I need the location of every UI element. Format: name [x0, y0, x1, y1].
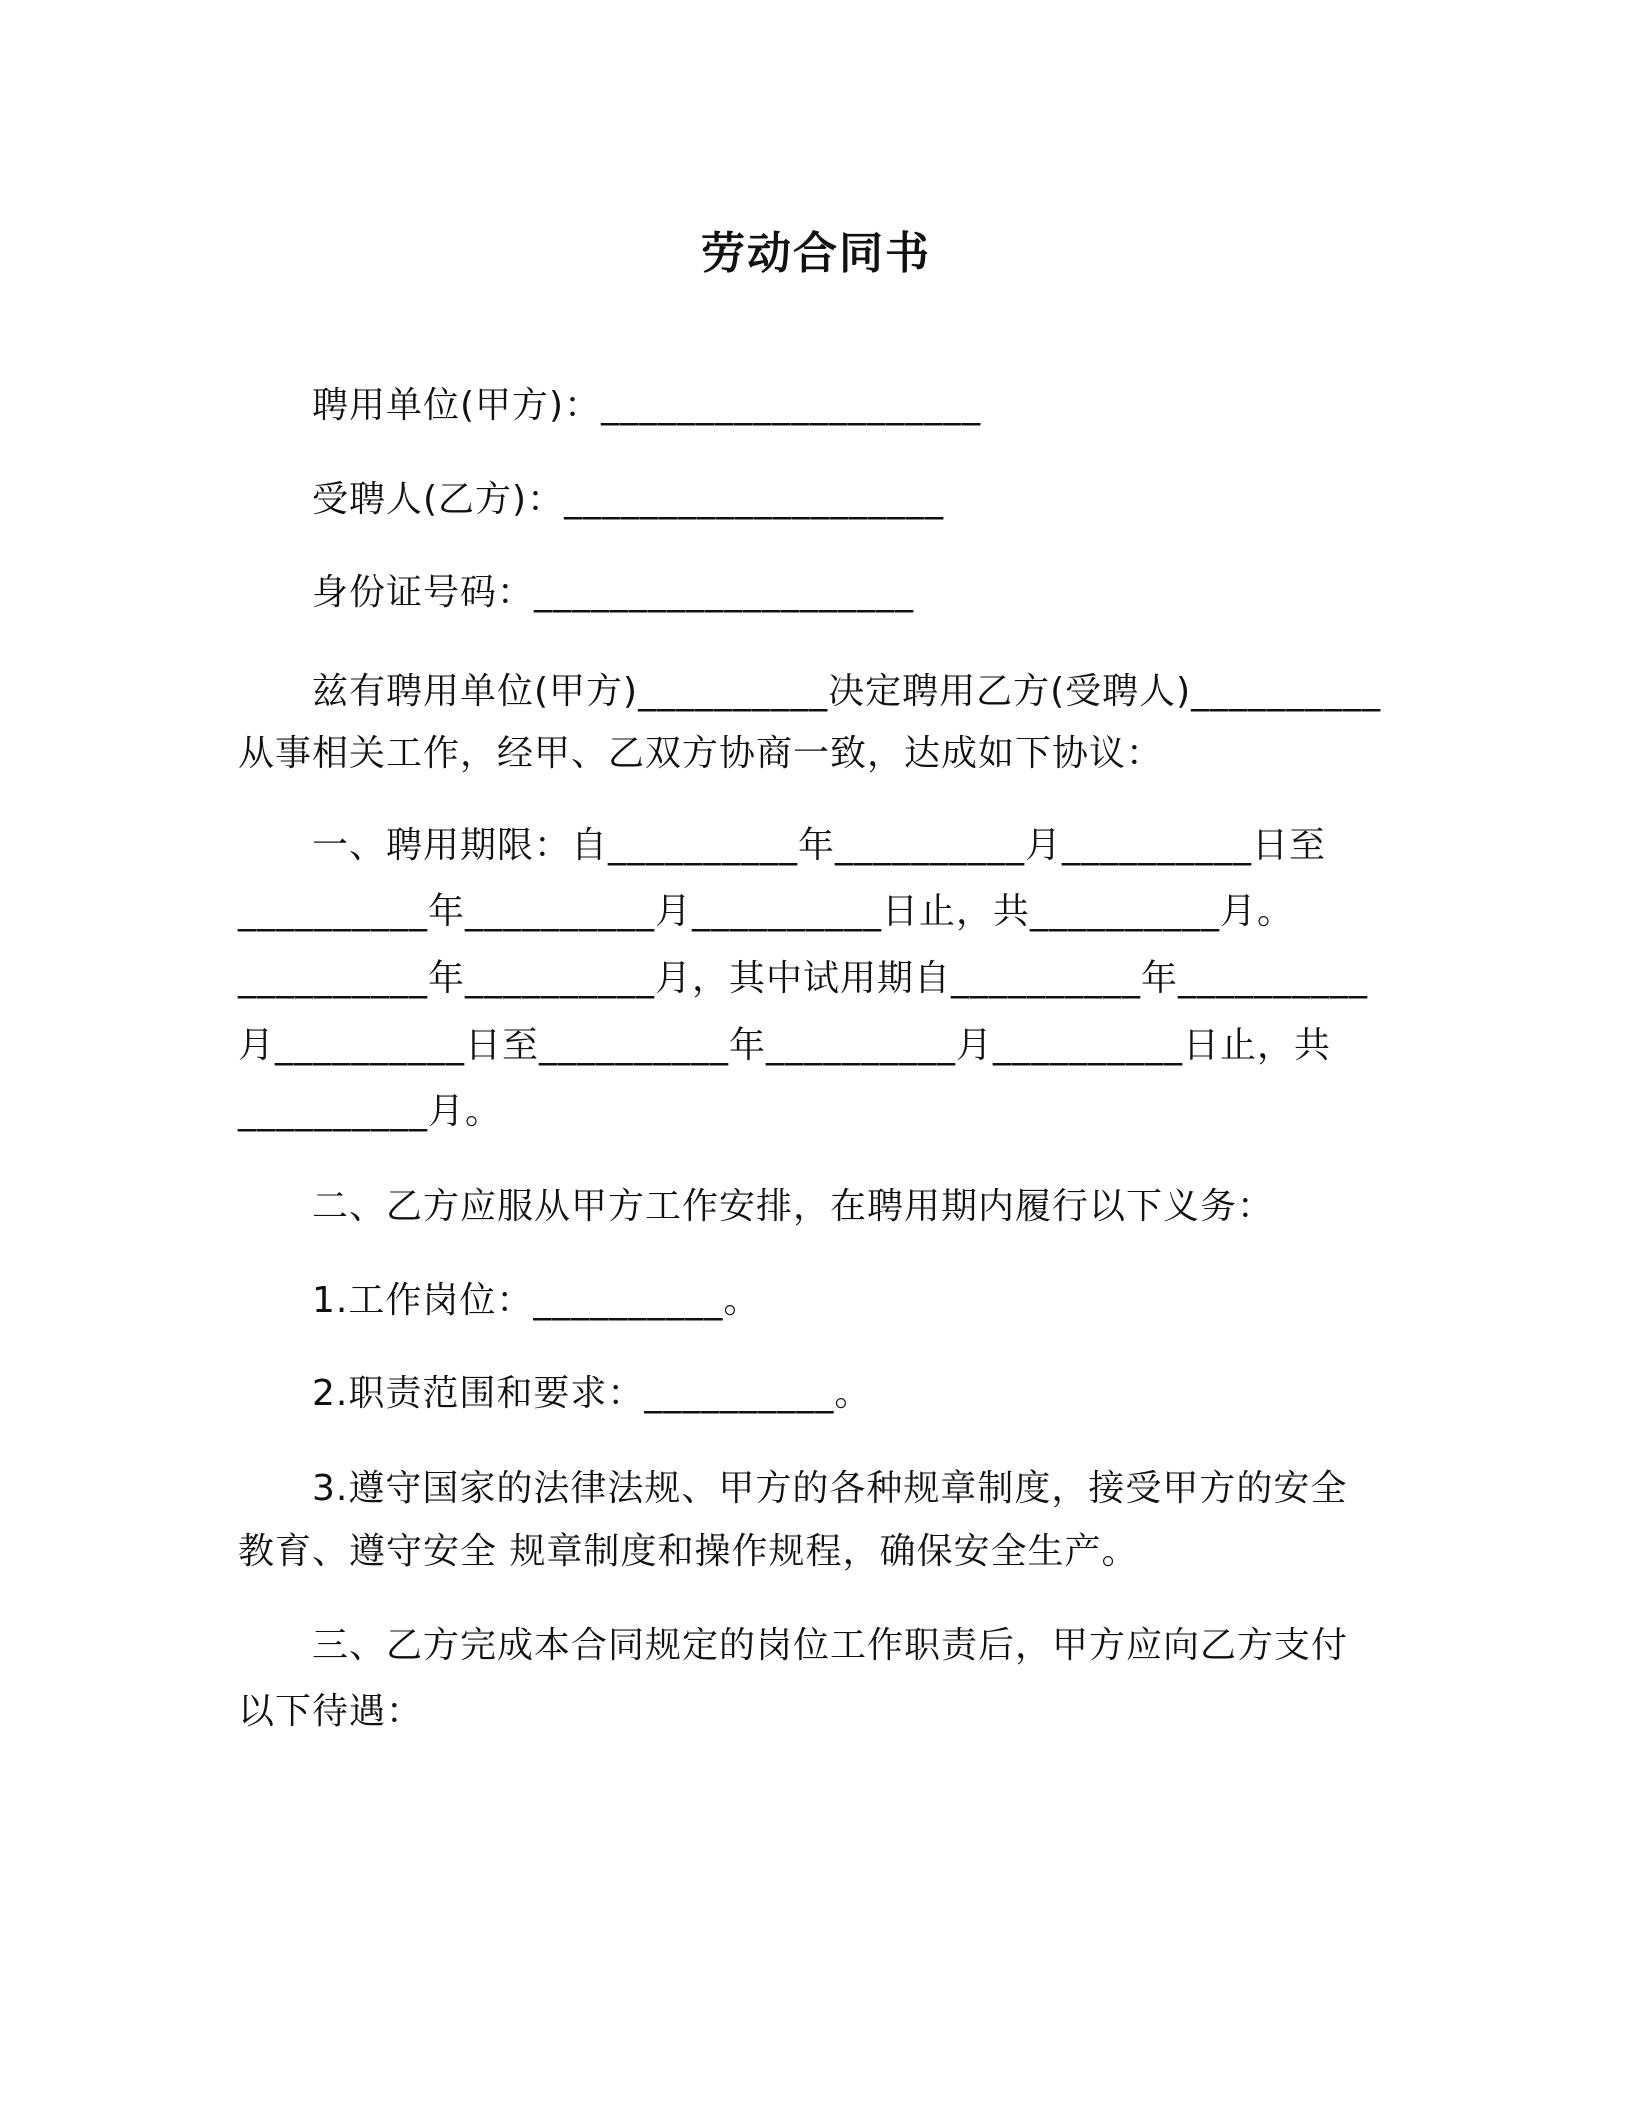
- term-line-3: __________年__________月，其中试用期自__________年__________: [238, 958, 1369, 999]
- duties-heading: 二、乙方应服从甲方工作安排，在聘用期内履行以下义务：: [312, 1186, 1275, 1227]
- document-title: 劳动合同书: [701, 228, 931, 279]
- id-number-field: 身份证号码：____________________: [312, 572, 915, 613]
- term-line-4: 月__________日至__________年__________月__________日止，共: [238, 1025, 1332, 1066]
- compensation-line-1: 三、乙方完成本合同规定的岗位工作职责后，甲方应向乙方支付: [312, 1625, 1349, 1666]
- duty-item-3-line-2: 教育、遵守安全 规章制度和操作规程，确保安全生产。: [238, 1531, 1139, 1572]
- employer-field: 聘用单位(甲方)：____________________: [312, 385, 982, 426]
- compensation-line-2: 以下待遇：: [238, 1691, 424, 1732]
- duty-item-1: 1.工作岗位：__________。: [312, 1280, 761, 1321]
- employee-field: 受聘人(乙方)：____________________: [312, 479, 945, 520]
- term-line-5: __________月。: [238, 1091, 503, 1132]
- intro-line-2: 从事相关工作，经甲、乙双方协商一致，达成如下协议：: [238, 733, 1164, 774]
- duty-item-2: 2.职责范围和要求：__________。: [312, 1373, 872, 1414]
- term-line-1: 一、聘用期限：自__________年__________月__________日至: [312, 825, 1327, 866]
- duty-item-3-line-1: 3.遵守国家的法律法规、甲方的各种规章制度，接受甲方的安全: [312, 1468, 1348, 1509]
- term-line-2: __________年__________月__________日止，共__________月。: [238, 891, 1295, 932]
- intro-line-1: 兹有聘用单位(甲方)__________决定聘用乙方(受聘人)__________: [312, 671, 1382, 712]
